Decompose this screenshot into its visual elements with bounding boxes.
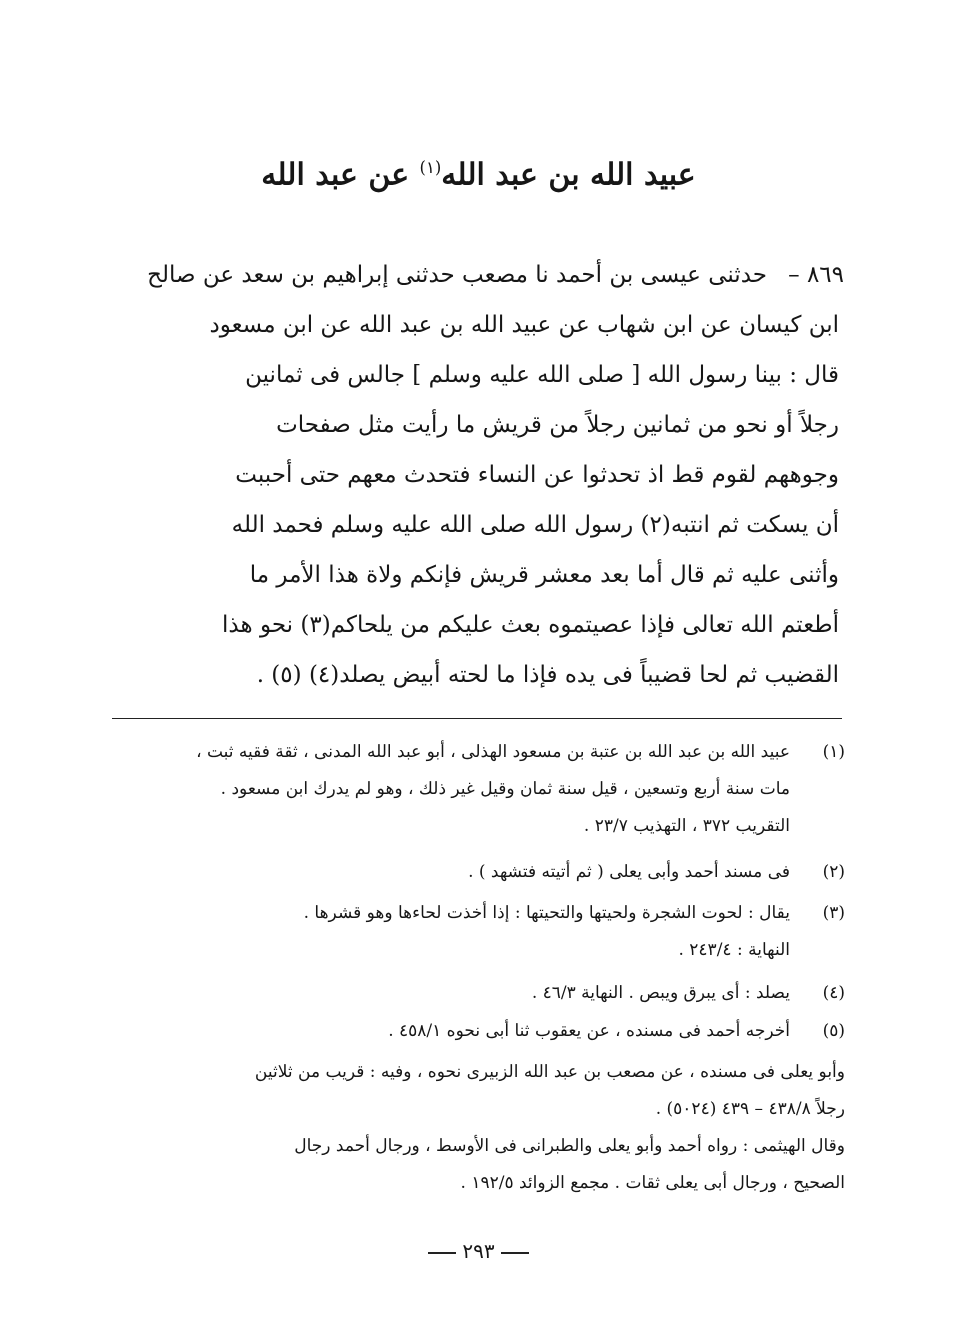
footnote-line: عبيد الله بن عبد الله بن عتبة بن مسعود الهذلى ، أبو عبد الله المدنى ، ثقة فقيه ثبت ،: [196, 742, 790, 762]
footnote-number: (١): [822, 742, 845, 762]
page-number-dash: [501, 1252, 529, 1254]
hadith-line: أطعتم الله تعالى فإذا عصيتموه بعث عليكم من يلحاكم(٣) نحو هذا: [222, 612, 839, 638]
footnote-number: (٢): [822, 862, 845, 882]
footnote-line: الصحيح ، ورجال أبى يعلى ثقات . مجمع الزوائد ١٩٢/٥ .: [460, 1173, 845, 1193]
hadith-line: القضيب ثم لحا قضيباً فى يده فإذا ما لحته أبيض يصلد(٤) (٥) .: [256, 662, 839, 688]
footnote-line: وأبو يعلى فى مسنده ، عن مصعب بن عبد الله الزبيرى نحوه ، وفيه : قريب من ثلاثين: [254, 1062, 845, 1082]
footnote-line: التقريب ٣٧٢ ، التهذيب ٢٣/٧ .: [583, 816, 790, 836]
footnote-line: يقال : لحوت الشجرة ولحيتها والتحيتها : إذا أخذت لحاءها وهو قشرها .: [303, 903, 790, 923]
footnote-number: (٣): [822, 903, 845, 923]
hadith-line: رجلاً أو نحو من ثمانين رجلاً من قريش ما رأيت مثل صفحات: [276, 412, 839, 438]
page-number-dash: [428, 1252, 456, 1254]
footnote-2: [140, 854, 845, 891]
footnote-1: [140, 734, 845, 845]
hadith-text: [149, 250, 839, 700]
footnote-5: [140, 1013, 845, 1050]
chapter-title-footnote-ref: (١): [419, 158, 442, 177]
footnote-4: [140, 975, 845, 1012]
footnote-line: أخرجه أحمد فى مسنده ، عن يعقوب ثنا أبى نحوه ٤٥٨/١ .: [388, 1021, 790, 1041]
footnote-line: النهاية : ٢٤٣/٤ .: [678, 940, 790, 960]
chapter-title: [0, 146, 957, 198]
chapter-title-suffix: عن عبد الله: [261, 157, 420, 193]
footnote-3: [140, 895, 845, 969]
footnote-line: فى مسند أحمد وأبى يعلى ( ثم أتيته فتشهد ) .: [468, 862, 790, 882]
footnote-separator: [112, 718, 842, 719]
footnote-line: رجلاً ٤٣٨/٨ – ٤٣٩ (٥٠٢٤) .: [655, 1099, 845, 1119]
hadith-line: حدثنى عيسى بن أحمد نا مصعب حدثنى إبراهيم بن سعد عن صالح: [147, 262, 767, 288]
footnote-line: مات سنة أربع وتسعين ، قيل سنة ثمان وقيل غير ذلك ، وهو لم يدرك ابن مسعود .: [220, 779, 790, 799]
hadith-line: أن يسكت ثم انتبه(٢) رسول الله صلى الله عليه وسلم فحمد الله: [231, 512, 839, 538]
footnote-5-continuation: [205, 1054, 845, 1202]
footnote-number: (٤): [822, 983, 845, 1003]
hadith-line: وأثنى عليه ثم قال أما بعد معشر قريش فإنكم ولاة هذا الأمر ما: [249, 562, 839, 588]
hadith-line: قال : بينا رسول الله [ صلى الله عليه وسلم ] جالس فى ثمانين: [245, 362, 839, 388]
footnote-line: وقال الهيثمى : رواه أحمد وأبو يعلى والطبرانى فى الأوسط ، ورجال أحمد رجال: [294, 1136, 845, 1156]
footnote-line: يصلد : أى يبرق ويبص . النهاية ٤٦/٣ .: [531, 983, 790, 1003]
hadith-line: ابن كيسان عن ابن شهاب عن عبيد الله بن عبد الله عن ابن مسعود: [209, 312, 839, 338]
page-number: [0, 1236, 957, 1266]
hadith-number: ٨٦٩ –: [788, 262, 844, 288]
hadith-line: وجوههم لقوم قط اذ تحدثوا عن النساء فتحدث معهم حتى أحببت: [235, 462, 839, 488]
chapter-title-text: عبيد الله بن عبد الله: [441, 157, 696, 193]
page-number-text: ٢٩٣: [462, 1239, 495, 1263]
footnote-number: (٥): [822, 1021, 845, 1041]
